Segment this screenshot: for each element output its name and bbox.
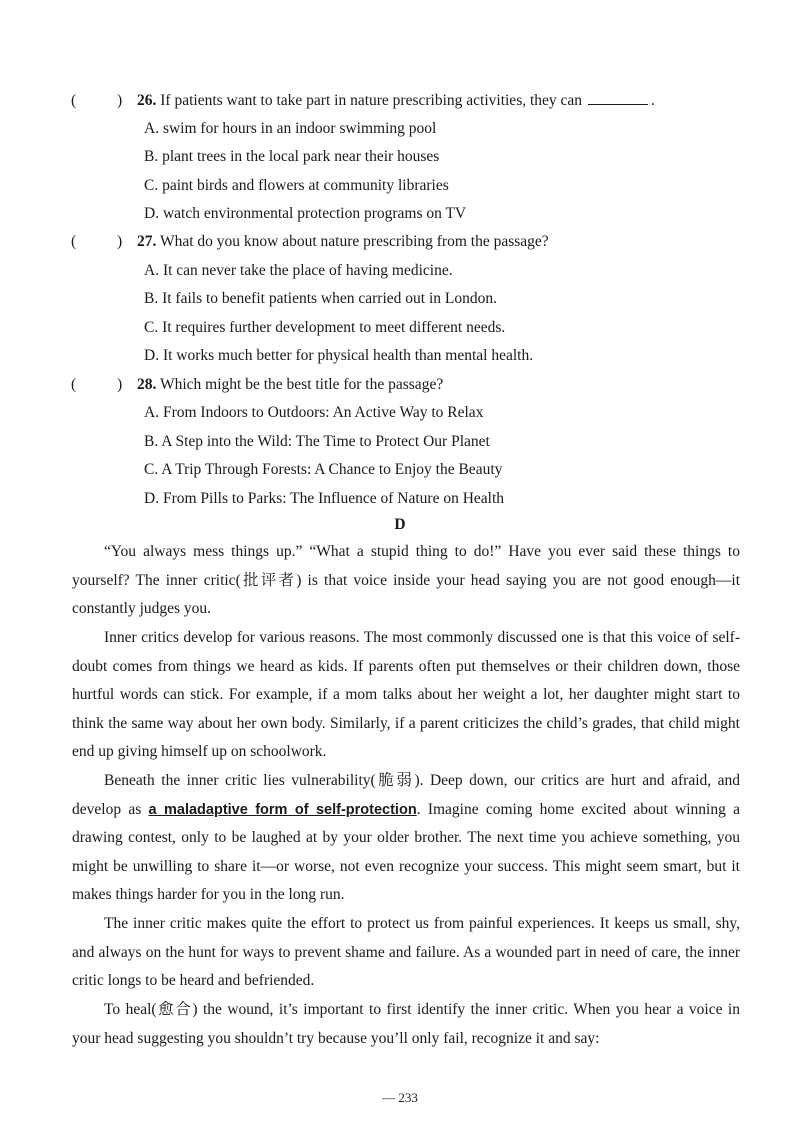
passage-paragraph-1: “You always mess things up.” “What a stupid thing to do!” Have you ever said these things to yourself? The inner critic(批评者) is that voice inside your head saying you are not good enough—it constantly judges you. [72, 543, 740, 618]
answer-bracket[interactable]: ( ) [71, 92, 123, 109]
passage-paragraph-3: Beneath the inner critic lies vulnerability(脆弱). Deep down, our critics are hurt and afraid, and develop as a maladaptive form of self-protection. Imagine coming home excited about winning a drawing contest, only to be laughed at by your older brother. The next time you achieve something, you might be unwilling to share it—or worse, not even recognize your success. This might seem smart, but it makes things harder for you in the long run. [72, 772, 740, 904]
page-number: — 233 [382, 1090, 418, 1105]
question-stem: If patients want to take part in nature prescribing activities, they can [160, 92, 583, 109]
option-d: D. watch environmental protection programs on TV [144, 205, 467, 222]
option-a: A. From Indoors to Outdoors: An Active Way to Relax [144, 404, 484, 421]
option-a: A. swim for hours in an indoor swimming pool [144, 120, 437, 137]
answer-blank [588, 90, 648, 105]
question-27 [71, 232, 751, 252]
option-d: D. It works much better for physical health than mental health. [144, 347, 534, 364]
question-number: 26. [137, 92, 157, 109]
option-b: B. It fails to benefit patients when carried out in London. [144, 290, 497, 307]
passage-paragraph-4: The inner critic makes quite the effort to protect us from painful experiences. It keeps us small, shy, and always on the hunt for ways to prevent shame and failure. As a wounded part in need of care, the inner critic longs to be heard and befriended. [72, 915, 740, 990]
option-c: C. A Trip Through Forests: A Chance to Enjoy the Beauty [144, 461, 503, 478]
passage-paragraph-5: To heal(愈合) the wound, it’s important to first identify the inner critic. When you hear a voice in your head suggesting you shouldn’t try because you’ll only fail, recognize it and say: [72, 1001, 740, 1047]
question-number: 27. [137, 233, 157, 250]
question-number: 28. [137, 376, 157, 393]
option-b: B. A Step into the Wild: The Time to Protect Our Planet [144, 433, 490, 450]
answer-bracket[interactable]: ( ) [71, 376, 123, 393]
option-b: B. plant trees in the local park near their houses [144, 148, 440, 165]
option-c: C. paint birds and flowers at community libraries [144, 177, 449, 194]
option-a: A. It can never take the place of having medicine. [144, 262, 453, 279]
section-heading: D [394, 516, 406, 533]
question-26: ( ) 26. If patients want to take part in nature prescribing activities, they can . [71, 92, 655, 109]
option-c: C. It requires further development to meet different needs. [144, 319, 506, 336]
question-28 [71, 375, 751, 395]
option-d: D. From Pills to Parks: The Influence of Nature on Health [144, 490, 505, 507]
passage-paragraph-2: Inner critics develop for various reasons. The most commonly discussed one is that this voice of self-doubt comes from things we heard as kids. If parents often put themselves or their children down, those hurtful words can stick. For example, if a mom talks about her weight a lot, her daughter might start to think the same way about her own body. Similarly, if a parent criticizes the child’s grades, that child might end up giving himself up on schoolwork. [72, 629, 740, 761]
underlined-phrase: a maladaptive form of self-protection [148, 801, 417, 818]
question-stem: What do you know about nature prescribing from the passage? [159, 233, 549, 250]
question-stem: Which might be the best title for the passage? [159, 376, 444, 393]
answer-bracket[interactable]: ( ) [71, 233, 123, 250]
